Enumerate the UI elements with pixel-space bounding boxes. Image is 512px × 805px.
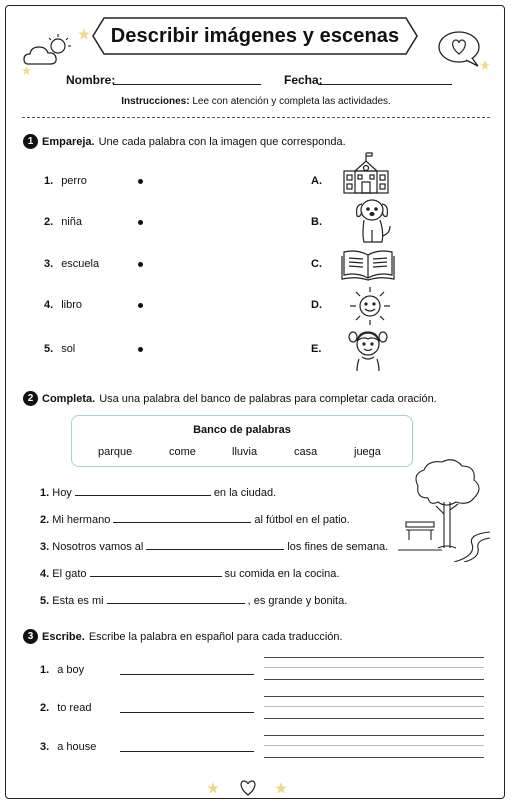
blank-field[interactable] — [113, 512, 251, 523]
name-field[interactable] — [113, 84, 261, 85]
sentence-5: 5. Esta es mi , es grande y bonita. — [40, 595, 348, 607]
match-dot[interactable] — [138, 179, 143, 184]
heart-icon — [238, 779, 258, 797]
bank-word: come — [169, 446, 196, 458]
page-title: Describir imágenes y escenas — [110, 24, 400, 47]
answer-field[interactable] — [120, 751, 254, 752]
translate-item-3: 3. a house — [40, 741, 97, 753]
sentence-3: 3. Nosotros vamos al los fines de semana. — [40, 541, 389, 553]
star-icon — [275, 782, 287, 794]
match-dot[interactable] — [138, 347, 143, 352]
star-icon — [22, 66, 31, 75]
option-letter-e: E. — [311, 343, 322, 355]
translate-item-1: 1. a boy — [40, 664, 85, 676]
dog-icon — [352, 196, 394, 244]
writing-line[interactable] — [264, 657, 484, 658]
writing-line[interactable] — [264, 679, 484, 680]
blank-field[interactable] — [90, 566, 222, 577]
instructions: Instrucciones: Lee con atención y completa las actividades. — [121, 96, 391, 107]
word-bank — [71, 415, 413, 467]
option-letter-c: C. — [311, 258, 322, 270]
sentence-4: 4. El gato su comida en la cocina. — [40, 568, 340, 580]
park-icon — [398, 458, 490, 562]
blank-field[interactable] — [75, 485, 211, 496]
translate-item-2: 2. to read — [40, 702, 92, 714]
answer-field[interactable] — [120, 674, 254, 675]
word-bank-title: Banco de palabras — [193, 424, 291, 436]
title-banner — [92, 17, 418, 55]
star-icon — [480, 60, 490, 70]
match-dot[interactable] — [138, 220, 143, 225]
match-word-4: 4. libro — [44, 299, 82, 311]
sentence-2: 2. Mi hermano al fútbol en el patio. — [40, 514, 350, 526]
date-field[interactable] — [318, 84, 452, 85]
option-letter-d: D. — [311, 299, 322, 311]
writing-line[interactable] — [264, 718, 484, 719]
match-word-5: 5. sol — [44, 343, 76, 355]
writing-line — [264, 745, 484, 746]
match-word-2: 2. niña — [44, 216, 82, 228]
name-label: Nombre: — [66, 73, 116, 87]
answer-field[interactable] — [120, 712, 254, 713]
star-icon — [78, 28, 90, 40]
divider — [22, 117, 490, 118]
match-word-1: 1. perro — [44, 175, 87, 187]
date-label: Fecha: — [284, 73, 323, 87]
writing-line[interactable] — [264, 757, 484, 758]
book-icon — [341, 247, 395, 281]
option-letter-b: B. — [311, 216, 322, 228]
section-1-heading: 1 Empareja. Une cada palabra con la imagen que corresponda. — [23, 134, 346, 149]
writing-line[interactable] — [264, 735, 484, 736]
star-icon — [207, 782, 219, 794]
sentence-1: 1. Hoy en la ciudad. — [40, 487, 277, 499]
sun-icon — [348, 285, 392, 327]
match-word-3: 3. escuela — [44, 258, 100, 270]
writing-line — [264, 706, 484, 707]
blank-field[interactable] — [146, 539, 284, 550]
section-2-heading: 2 Completa. Usa una palabra del banco de palabras para completar cada oración. — [23, 391, 437, 406]
writing-line[interactable] — [264, 696, 484, 697]
option-letter-a: A. — [311, 175, 322, 187]
blank-field[interactable] — [107, 593, 245, 604]
match-dot[interactable] — [138, 262, 143, 267]
bank-word: parque — [98, 446, 133, 458]
bank-word: casa — [294, 446, 318, 458]
writing-line — [264, 667, 484, 668]
school-icon — [341, 151, 391, 195]
match-dot[interactable] — [138, 303, 143, 308]
bank-word: juega — [354, 446, 381, 458]
bank-word: lluvia — [232, 446, 258, 458]
girl-icon — [345, 327, 391, 371]
section-3-heading: 3 Escribe. Escribe la palabra en español para cada traducción. — [23, 629, 343, 644]
